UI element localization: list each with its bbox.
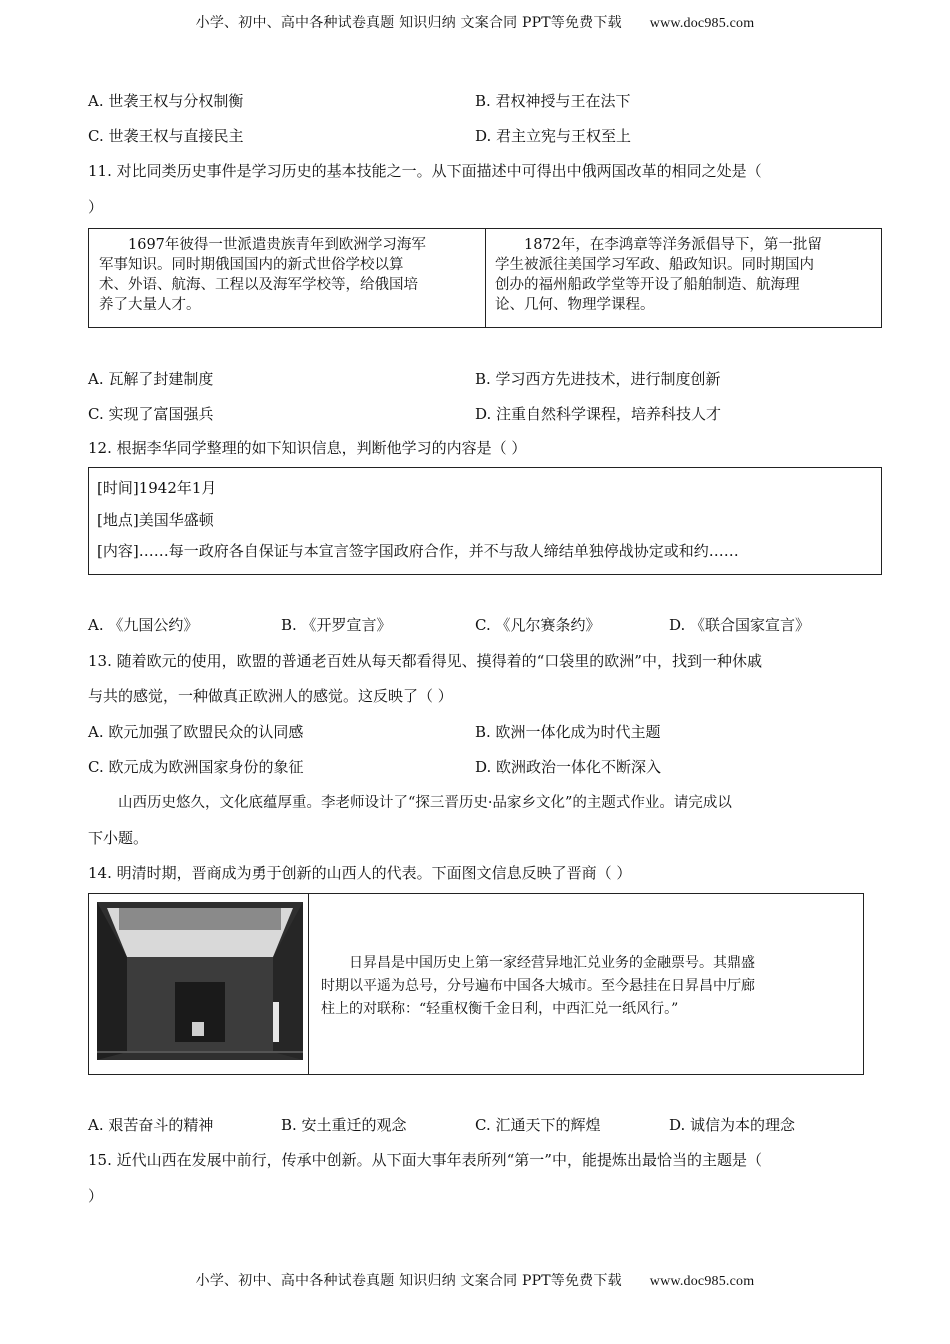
q12-time: [时间]1942年1月	[97, 479, 217, 497]
q13-option-b: B. 欧洲一体化成为时代主题	[475, 723, 661, 741]
q11-right-line-4: 论、几何、物理学课程。	[495, 297, 655, 313]
q12-content: [内容]……每一政府各自保证与本宣言签字国政府合作，并不与敌人缔结单独停战协定或和约……	[97, 542, 739, 560]
q11-option-b: B. 学习西方先进技术，进行制度创新	[475, 370, 721, 388]
q14-option-a: A. 艰苦奋斗的精神	[88, 1116, 214, 1134]
q11-left-line-4: 养了大量人才。	[99, 297, 201, 313]
q11-left-line-1: 1697年彼得一世派遣贵族青年到欧洲学习海军	[128, 237, 426, 253]
q15-stem-end: ）	[88, 1187, 104, 1205]
q10-option-b: B. 君权神授与王在法下	[475, 92, 631, 110]
q14-info-box	[88, 893, 864, 1075]
q10-option-c: C. 世袭王权与直接民主	[88, 127, 244, 145]
page-footer	[0, 1270, 950, 1290]
q13-option-a: A. 欧元加强了欧盟民众的认同感	[88, 723, 304, 741]
q13-option-c: C. 欧元成为欧洲国家身份的象征	[88, 758, 304, 776]
q11-stem-end: ）	[88, 198, 104, 216]
q13-stem: 13. 随着欧元的使用，欧盟的普通老百姓从每天都看得见、摸得着的“口袋里的欧洲”中，找到一种休戚	[88, 652, 762, 670]
q12-option-d: D. 《联合国家宣言》	[669, 616, 811, 634]
section-intro: 山西历史悠久，文化底蕴厚重。李老师设计了“探三晋历史·品家乡文化”的主题式作业。请完成以	[118, 795, 732, 811]
q11-option-a: A. 瓦解了封建制度	[88, 370, 214, 388]
q11-russia-text	[99, 235, 479, 315]
section-intro-cont: 下小题。	[88, 829, 149, 847]
q11-china-text	[495, 235, 875, 315]
q14-text-line-3: 柱上的对联称：“轻重权衡千金日利，中西汇兑一纸风行。”	[321, 1001, 679, 1017]
photo-graphic	[97, 902, 303, 1060]
q10-option-d: D. 君主立宪与王权至上	[475, 127, 632, 145]
rishengchang-photo	[97, 902, 303, 1060]
q13-option-d: D. 欧洲政治一体化不断深入	[475, 758, 662, 776]
q11-stem: 11. 对比同类历史事件是学习历史的基本技能之一。从下面描述中可得出中俄两国改革的相同之处是（	[88, 162, 762, 180]
q14-stem: 14. 明清时期，晋商成为勇于创新的山西人的代表。下面图文信息反映了晋商（ ）	[88, 864, 632, 882]
q11-left-line-3: 术、外语、航海、工程以及海军学校等，给俄国培	[99, 277, 418, 293]
q12-option-c: C. 《凡尔赛条约》	[475, 616, 601, 634]
q12-place: [地点]美国华盛顿	[97, 511, 214, 529]
q11-left-line-2: 军事知识。同时期俄国国内的新式世俗学校以算	[99, 257, 404, 273]
q11-table-divider	[485, 229, 486, 327]
header-url[interactable]: www.doc985.com	[649, 16, 755, 31]
q15-stem: 15. 近代山西在发展中前行，传承中创新。从下面大事年表所列“第一”中，能提炼出最恰当的主题是（	[88, 1151, 762, 1169]
q11-right-line-2: 学生被派往美国学习军政、船政知识。同时期国内	[495, 257, 814, 273]
q12-stem: 12. 根据李华同学整理的如下知识信息，判断他学习的内容是（ ）	[88, 439, 527, 457]
q14-option-b: B. 安土重迁的观念	[281, 1116, 407, 1134]
q14-text-line-1: 日昇昌是中国历史上第一家经营异地汇兑业务的金融票号。其鼎盛	[349, 955, 755, 971]
q12-info-box	[88, 467, 882, 575]
footer-text: 小学、初中、高中各种试卷真题 知识归纳 文案合同 PPT等免费下载	[195, 1273, 622, 1289]
q10-option-a: A. 世袭王权与分权制衡	[88, 92, 244, 110]
page-header	[0, 12, 950, 32]
header-text: 小学、初中、高中各种试卷真题 知识归纳 文案合同 PPT等免费下载	[195, 15, 622, 31]
q14-table-divider	[308, 894, 309, 1074]
q12-option-a: A. 《九国公约》	[88, 616, 199, 634]
q11-right-line-1: 1872年，在李鸿章等洋务派倡导下，第一批留	[524, 237, 822, 253]
q14-text-line-2: 时期以平遥为总号，分号遍布中国各大城市。至今悬挂在日昇昌中厅廊	[321, 978, 755, 994]
q11-comparison-table	[88, 228, 882, 328]
q11-option-c: C. 实现了富国强兵	[88, 405, 214, 423]
footer-url[interactable]: www.doc985.com	[649, 1274, 755, 1289]
q11-option-d: D. 注重自然科学课程，培养科技人才	[475, 405, 722, 423]
q14-option-d: D. 诚信为本的理念	[669, 1116, 796, 1134]
q13-stem-cont: 与共的感觉，一种做真正欧洲人的感觉。这反映了（ ）	[88, 687, 453, 705]
q14-option-c: C. 汇通天下的辉煌	[475, 1116, 601, 1134]
q14-text	[321, 952, 851, 1021]
q11-right-line-3: 创办的福州船政学堂等开设了船舶制造、航海理	[495, 277, 800, 293]
q12-option-b: B. 《开罗宣言》	[281, 616, 392, 634]
